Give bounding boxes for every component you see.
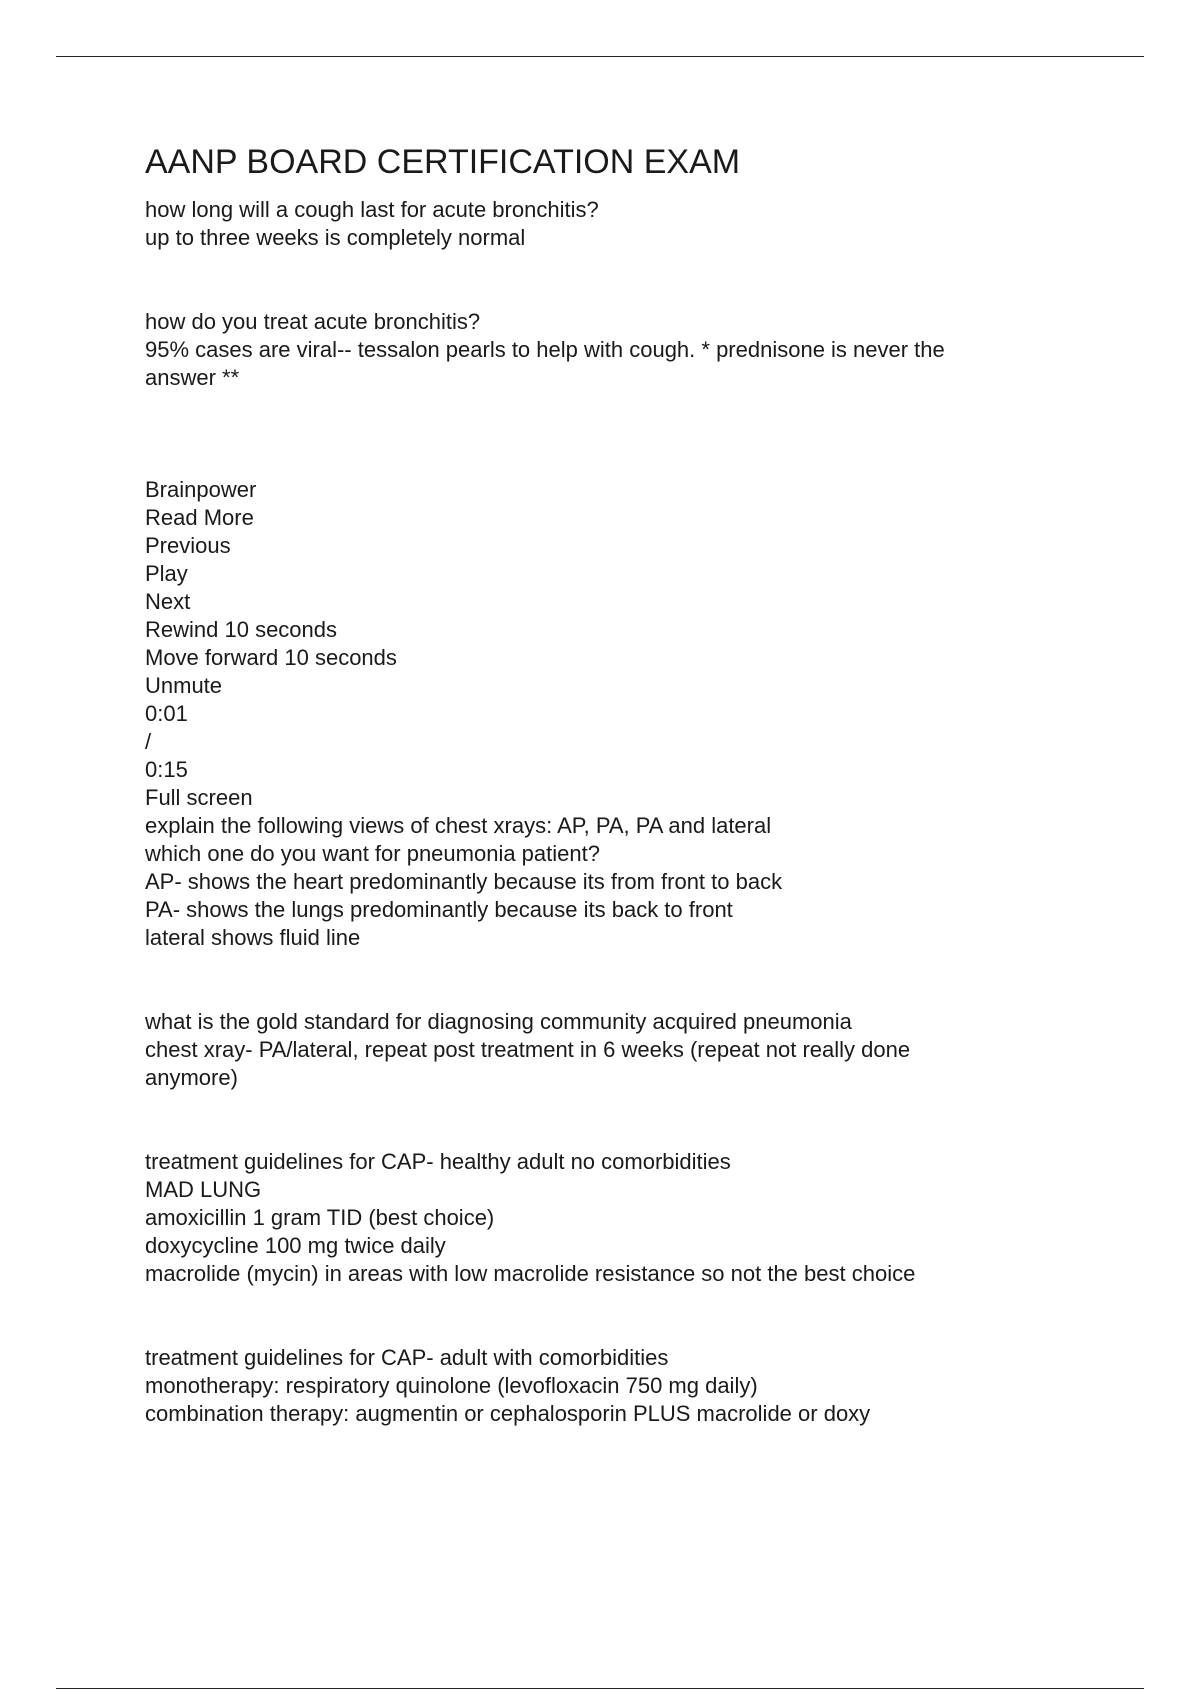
document-title: AANP BOARD CERTIFICATION EXAM — [145, 143, 741, 181]
answer-text: answer ** — [145, 365, 240, 390]
play-button[interactable]: Play — [145, 561, 188, 586]
answer-text: up to three weeks is completely normal — [145, 225, 526, 250]
video-player-text — [145, 476, 1045, 812]
rewind-button[interactable]: Rewind 10 seconds — [145, 617, 338, 642]
previous-button[interactable]: Previous — [145, 533, 231, 558]
question-text: treatment guidelines for CAP- healthy adult no comorbidities — [145, 1149, 731, 1174]
unmute-button[interactable]: Unmute — [145, 673, 223, 698]
question-text: treatment guidelines for CAP- adult with comorbidities — [145, 1345, 669, 1370]
question-text: explain the following views of chest xrays: AP, PA, PA and lateral — [145, 813, 772, 838]
time-separator: / — [145, 729, 152, 754]
question-text: which one do you want for pneumonia patient? — [145, 841, 600, 866]
question-text: what is the gold standard for diagnosing community acquired pneumonia — [145, 1009, 852, 1034]
answer-text: chest xray- PA/lateral, repeat post treatment in 6 weeks (repeat not really done — [145, 1037, 911, 1062]
player-brand: Brainpower — [145, 477, 257, 502]
forward-button[interactable]: Move forward 10 seconds — [145, 645, 397, 670]
answer-text: monotherapy: respiratory quinolone (levofloxacin 750 mg daily) — [145, 1373, 758, 1398]
question-text: how long will a cough last for acute bronchitis? — [145, 197, 599, 222]
answer-text: doxycycline 100 mg twice daily — [145, 1233, 446, 1258]
answer-text: MAD LUNG — [145, 1177, 262, 1202]
duration: 0:15 — [145, 757, 188, 782]
answer-text: amoxicillin 1 gram TID (best choice) — [145, 1205, 495, 1230]
qa-item-cap-gold-standard — [145, 1008, 1045, 1092]
answer-text: macrolide (mycin) in areas with low macrolide resistance so not the best choice — [145, 1261, 916, 1286]
answer-text: anymore) — [145, 1065, 238, 1090]
question-text: how do you treat acute bronchitis? — [145, 309, 481, 334]
document-body — [145, 140, 1045, 1428]
qa-item-cap-comorbidities — [145, 1344, 1045, 1428]
next-button[interactable]: Next — [145, 589, 191, 614]
current-time: 0:01 — [145, 701, 188, 726]
qa-item-bronchitis-cough — [145, 196, 1045, 252]
top-rule — [56, 56, 1144, 57]
qa-item-chest-xray-views — [145, 812, 1045, 952]
answer-text: PA- shows the lungs predominantly because its back to front — [145, 897, 733, 922]
qa-item-cap-healthy-adult — [145, 1148, 1045, 1288]
qa-item-bronchitis-treatment — [145, 308, 1045, 392]
answer-text: AP- shows the heart predominantly because its from front to back — [145, 869, 783, 894]
answer-text: 95% cases are viral-- tessalon pearls to help with cough. * prednisone is never the — [145, 337, 945, 362]
read-more-link[interactable]: Read More — [145, 505, 254, 530]
bottom-rule — [56, 1688, 1144, 1689]
fullscreen-button[interactable]: Full screen — [145, 785, 253, 810]
answer-text: lateral shows fluid line — [145, 925, 361, 950]
answer-text: combination therapy: augmentin or cephalosporin PLUS macrolide or doxy — [145, 1401, 871, 1426]
